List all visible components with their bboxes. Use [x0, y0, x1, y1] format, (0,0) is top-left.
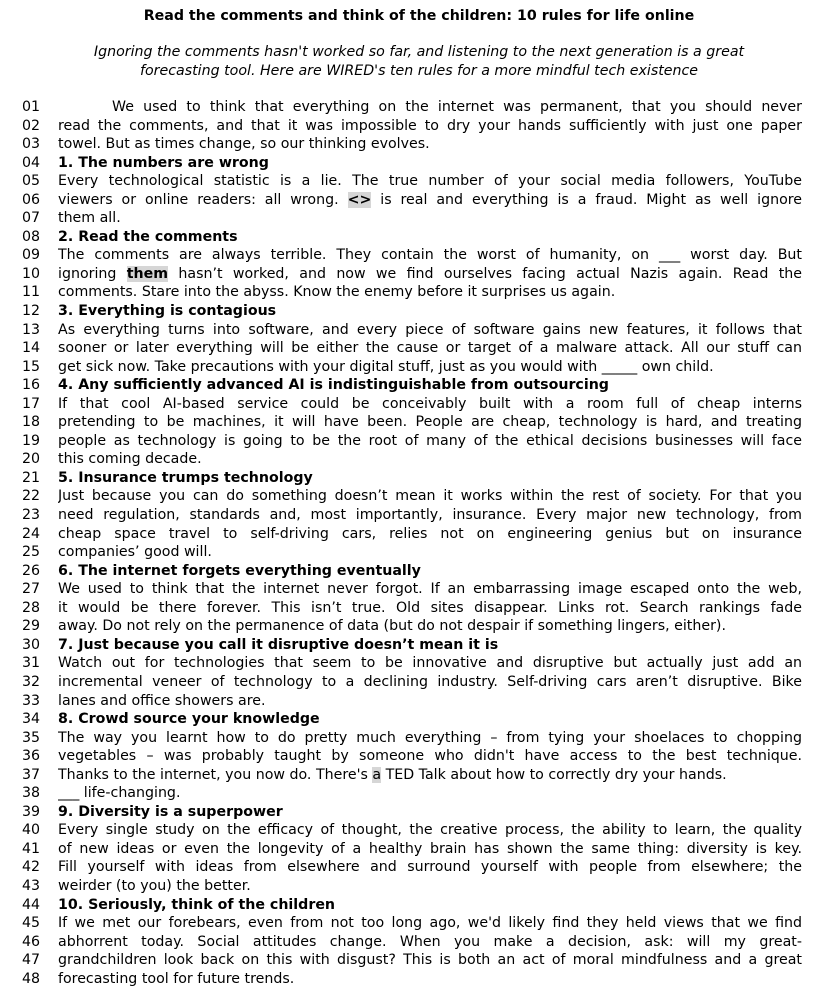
line-text-before: viewers or online readers: all wrong. — [58, 191, 339, 208]
line-number: 43 — [22, 877, 41, 894]
text-line — [0, 117, 838, 136]
line-text: pretending to be machines, it will have been. People are cheap, technology is hard, and treating — [58, 414, 802, 431]
text-line — [0, 321, 838, 340]
line-number: 35 — [22, 729, 41, 746]
text-line — [0, 450, 838, 469]
text-line — [0, 840, 838, 859]
section-heading: 1. The numbers are wrong — [58, 154, 269, 171]
line-number: 03 — [22, 136, 41, 153]
text-line — [0, 636, 838, 655]
line-number: 39 — [22, 803, 41, 820]
line-text: If that cool AI-based service could be conceivably built with a room full of cheap interns — [58, 395, 802, 412]
text-line — [0, 747, 838, 766]
section-heading: 2. Read the comments — [58, 228, 238, 245]
text-line — [0, 951, 838, 970]
section-heading: 7. Just because you call it disruptive doesn’t mean it is — [58, 636, 499, 653]
text-line — [0, 654, 838, 673]
text-line — [0, 98, 838, 117]
line-number: 17 — [22, 395, 41, 412]
line-number: 41 — [22, 840, 41, 857]
text-line — [0, 729, 838, 748]
text-line — [0, 673, 838, 692]
text-line — [0, 914, 838, 933]
section-heading: 6. The internet forgets everything eventually — [58, 562, 421, 579]
text-line — [0, 469, 838, 488]
text-line — [0, 246, 838, 265]
text-line — [0, 395, 838, 414]
line-text-before: ignoring — [58, 265, 117, 282]
line-text: lanes and office showers are. — [58, 692, 266, 709]
line-number: 31 — [22, 655, 41, 672]
text-line — [0, 877, 838, 896]
text-line — [0, 580, 838, 599]
line-text: ___ life-changing. — [58, 785, 181, 802]
line-text-before: Thanks to the internet, you now do. There's — [58, 766, 368, 783]
text-line — [0, 506, 838, 525]
line-number: 33 — [22, 692, 41, 709]
line-text: towel. But as times change, so our thinking evolves. — [58, 136, 430, 153]
line-text: Every technological statistic is a lie. The true number of your social media followers, YouTube — [58, 173, 802, 190]
line-text: forecasting tool for future trends. — [58, 970, 295, 987]
line-number: 28 — [22, 599, 41, 616]
section-heading: 4. Any sufficiently advanced AI is indistinguishable from outsourcing — [58, 377, 609, 394]
text-line — [0, 784, 838, 803]
line-text-after: is real and everything is a fraud. Might as well ignore — [380, 191, 802, 208]
text-line — [0, 191, 838, 210]
text-line — [0, 692, 838, 711]
text-line — [0, 599, 838, 618]
line-text: As everything turns into software, and every piece of software gains new features, it follows that — [58, 321, 802, 338]
line-text — [58, 766, 802, 785]
line-number: 10 — [22, 265, 41, 282]
text-line — [0, 265, 838, 284]
text-line — [0, 154, 838, 173]
numbered-text-body — [0, 98, 838, 988]
line-number: 27 — [22, 581, 41, 598]
line-text: abhorrent today. Social attitudes change. When you make a decision, ask: will my great- — [58, 933, 802, 950]
line-text: Just because you can do something doesn’t mean it works within the rest of society. For that you — [58, 488, 802, 505]
text-line — [0, 413, 838, 432]
section-heading: 3. Everything is contagious — [58, 303, 277, 320]
line-number: 07 — [22, 210, 41, 227]
line-number: 01 — [22, 99, 41, 115]
line-number: 37 — [22, 766, 41, 783]
line-text: of new ideas or even the longevity of a healthy brain has shown the same thing: diversity is key. — [58, 840, 802, 857]
text-line — [0, 525, 838, 544]
text-line — [0, 803, 838, 822]
line-number: 05 — [22, 173, 41, 190]
section-heading: 8. Crowd source your knowledge — [58, 711, 320, 728]
line-text: Watch out for technologies that seem to be innovative and disruptive but actually just add an — [58, 655, 802, 672]
line-number: 04 — [22, 154, 41, 171]
text-line — [0, 358, 838, 377]
text-line — [0, 617, 838, 636]
line-text: companies’ good will. — [58, 544, 212, 561]
text-line — [0, 933, 838, 952]
line-text: The comments are always terrible. They contain the worst of humanity, on ___ worst day. But — [58, 247, 802, 264]
line-text: away. Do not rely on the permanence of data (but do not despair if something lingers, either). — [58, 618, 726, 635]
text-line — [0, 209, 838, 228]
text-line — [0, 432, 838, 451]
line-number: 16 — [22, 377, 41, 394]
line-number: 30 — [22, 636, 41, 653]
document-title: Read the comments and think of the children: 10 rules for life online — [143, 8, 695, 24]
text-line — [0, 543, 838, 562]
highlighted-token: a — [372, 766, 382, 783]
text-line — [0, 766, 838, 785]
line-number: 11 — [22, 284, 41, 301]
text-line — [0, 228, 838, 247]
line-number: 15 — [22, 358, 41, 375]
line-text: them all. — [58, 210, 121, 227]
section-heading: 10. Seriously, think of the children — [58, 896, 336, 913]
text-line — [0, 710, 838, 729]
subtitle-line-2: forecasting tool. Here are WIRED's ten rules for a more mindful tech existence — [139, 63, 699, 79]
text-line — [0, 376, 838, 395]
line-number: 14 — [22, 340, 41, 357]
line-number: 26 — [22, 562, 41, 579]
subtitle-line-1: Ignoring the comments hasn't worked so far, and listening to the next generation is a great — [93, 44, 745, 60]
line-number: 06 — [22, 191, 41, 208]
line-number: 29 — [22, 618, 41, 635]
line-text: The way you learnt how to do pretty much everything – from tying your shoelaces to chopping — [58, 729, 802, 746]
line-number: 42 — [22, 859, 41, 876]
line-text: get sick now. Take precautions with your digital stuff, just as you would with _____ own child. — [58, 358, 714, 375]
highlighted-token: them — [126, 265, 169, 282]
document-subtitle — [0, 43, 838, 81]
line-number: 46 — [22, 933, 41, 950]
text-line — [0, 487, 838, 506]
line-number: 24 — [22, 525, 41, 542]
line-number: 38 — [22, 785, 41, 802]
line-text: sooner or later everything will be either the cause or target of a malware attack. All our stuff can — [58, 340, 802, 357]
line-number: 34 — [22, 711, 41, 728]
line-number: 09 — [22, 247, 41, 264]
line-text: vegetables – was probably taught by someone who didn't have access to the best technique. — [58, 748, 802, 765]
line-number: 22 — [22, 488, 41, 505]
line-text: people as technology is going to be the root of many of the ethical decisions businesses will face — [58, 432, 802, 449]
line-text — [58, 191, 802, 210]
line-number: 12 — [22, 303, 41, 320]
line-number: 18 — [22, 414, 41, 431]
line-number: 45 — [22, 915, 41, 932]
line-text: need regulation, standards and, most importantly, insurance. Every major new technology, from — [58, 507, 802, 524]
text-line — [0, 562, 838, 581]
line-number: 36 — [22, 748, 41, 765]
line-number: 19 — [22, 432, 41, 449]
line-number: 40 — [22, 822, 41, 839]
text-line — [0, 858, 838, 877]
text-line — [0, 970, 838, 989]
line-number: 20 — [22, 451, 41, 468]
line-number: 02 — [22, 117, 41, 134]
line-number: 32 — [22, 673, 41, 690]
line-text: it would be there forever. This isn’t true. Old sites disappear. Links rot. Search rankings fade — [58, 599, 802, 616]
line-number: 47 — [22, 952, 41, 969]
line-text: If we met our forebears, even from not too long ago, we'd likely find they held views that we find — [58, 915, 802, 932]
text-line — [0, 135, 838, 154]
line-number: 13 — [22, 321, 41, 338]
line-text-after: hasn’t worked, and now we find ourselves facing actual Nazis again. Read the — [178, 265, 802, 282]
line-number: 25 — [22, 544, 41, 561]
line-text: We used to think that everything on the internet was permanent, that you should never — [112, 99, 802, 115]
text-line — [0, 283, 838, 302]
line-text: We used to think that the internet never forgot. If an embarrassing image escaped onto the web, — [58, 581, 802, 598]
line-number: 21 — [22, 469, 41, 486]
line-text: this coming decade. — [58, 451, 202, 468]
line-text: incremental veneer of technology to a declining industry. Self-driving cars aren’t disruptive. Bike — [58, 673, 802, 690]
line-number: 48 — [22, 970, 41, 987]
text-line — [0, 339, 838, 358]
line-text: cheap space travel to self-driving cars, relies not on engineering genius but on insurance — [58, 525, 802, 542]
text-line — [0, 172, 838, 191]
line-text: Every single study on the efficacy of thought, the creative process, the ability to learn, the quality — [58, 822, 802, 839]
line-text-after: TED Talk about how to correctly dry your hands. — [385, 766, 727, 783]
line-text: comments. Stare into the abyss. Know the enemy before it surprises us again. — [58, 284, 616, 301]
line-text — [58, 265, 802, 284]
highlighted-token: <> — [347, 191, 372, 208]
text-line — [0, 302, 838, 321]
line-text: weirder (to you) the better. — [58, 877, 251, 894]
line-text: read the comments, and that it was impossible to dry your hands sufficiently with just one paper — [58, 117, 802, 134]
line-number: 44 — [22, 896, 41, 913]
line-text: Fill yourself with ideas from elsewhere and surround yourself with people from elsewhere; the — [58, 859, 802, 876]
line-text: grandchildren look back on this with disgust? This is both an act of moral mindfulness and a great — [58, 952, 802, 969]
section-heading: 5. Insurance trumps technology — [58, 469, 313, 486]
section-heading: 9. Diversity is a superpower — [58, 803, 283, 820]
text-line — [0, 821, 838, 840]
line-number: 23 — [22, 507, 41, 524]
text-line — [0, 896, 838, 915]
line-number: 08 — [22, 228, 41, 245]
